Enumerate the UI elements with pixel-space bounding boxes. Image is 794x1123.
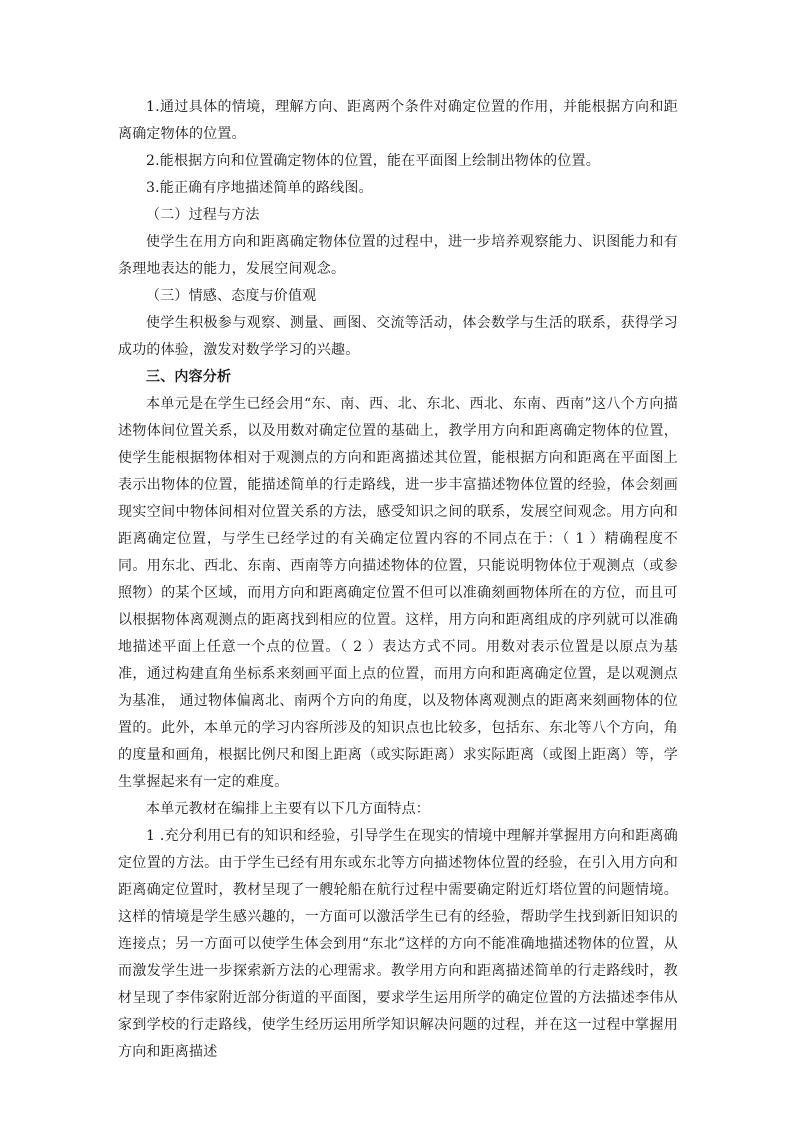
content-analysis-heading: 三、内容分析 bbox=[146, 369, 232, 385]
emotion-values-heading: （三）情感、态度与价值观 bbox=[146, 288, 317, 304]
process-method-paragraph: 使学生在用方向和距离确定物体位置的过程中，进一步培养观察能力、识图能力和有条理地表达的能力，发展空间观念。 bbox=[118, 234, 678, 277]
objective-3-paragraph: 3.能正确有序地描述简单的路线图。 bbox=[146, 180, 373, 196]
feature-1-paragraph: 1 .充分利用已有的知识和经验，引导学生在现实的情境中理解并掌握用方向和距离确定位置的方法。由于学生已经有用东或东北等方向描述物体位置的经验，在引入用方向和距离确定位置时，教材呈现了一艘轮船在航行过程中需要确定附近灯塔位置的问题情境。这样的情境是学生感兴趣的，一方面可以激活学生已有的经验，帮助学生找到新旧知识的连接点；另一方面可以使学生体会到用“东北”这样的方向不能准确地描述物体的位置，从而激发学生进一步探索新方法的心理需求。教学用方向和距离描述简单的行走路线时，教材呈现了李伟家附近部分街道的平面图，要求学生运用所学的确定位置的方法描述李伟从家到学校的行走路线，使学生经历运用所学知识解决问题的过程，并在这一过程中掌握用方向和距离描述 bbox=[118, 828, 678, 1060]
objective-1-paragraph: 1.通过具体的情境，理解方向、距离两个条件对确定位置的作用，并能根据方向和距离确定物体的位置。 bbox=[118, 99, 678, 142]
document-body bbox=[118, 94, 678, 1066]
objective-2-paragraph: 2.能根据方向和位置确定物体的位置，能在平面图上绘制出物体的位置。 bbox=[146, 153, 600, 169]
textbook-features-intro: 本单元教材在编排上主要有以下几方面特点： bbox=[146, 801, 430, 817]
content-analysis-paragraph: 本单元是在学生已经会用“东、南、西、北、东北、西北、东南、西南”这八个方向描述物体间位置关系，以及用数对确定位置的基础上，教学用方向和距离确定物体的位置，使学生能根据物体相对于观测点的方向和距离描述其位置，能根据方向和距离在平面图上表示出物体的位置，能描述简单的行走路线，进一步丰富描述物体位置的经验，体会刻画现实空间中物体间相对位置关系的方法，感受知识之间的联系，发展空间观念。用方向和距离确定位置，与学生已经学过的有关确定位置内容的不同点在于：（ 1 ）精确程度不同。用东北、西北、东南、西南等方向描述物体的位置，只能说明物体位于观测点（或参照物）的某个区域，而用方向和距离确定位置不但可以准确刻画物体所在的方位，而且可以根据物体离观测点的距离找到相应的位置。这样，用方向和距离组成的序列就可以准确地描述平面上任意一个点的位置。（ 2 ）表达方式不同。用数对表示位置是以原点为基准，通过构建直角坐标系来刻画平面上点的位置，而用方向和距离确定位置，是以观测点为基准， 通过物体偏离北、南两个方向的角度，以及物体离观测点的距离来刻画物体的位置的。此外，本单元的学习内容所涉及的知识点也比较多，包括东、东北等八个方向，角的度量和画角，根据比例尺和图上距离（或实际距离）求实际距离（或图上距离）等，学生掌握起来有一定的难度。 bbox=[118, 396, 678, 790]
process-method-heading: （二）过程与方法 bbox=[146, 207, 260, 223]
emotion-values-paragraph: 使学生积极参与观察、测量、画图、交流等活动，体会数学与生活的联系，获得学习成功的体验，激发对数学学习的兴趣。 bbox=[118, 315, 678, 358]
